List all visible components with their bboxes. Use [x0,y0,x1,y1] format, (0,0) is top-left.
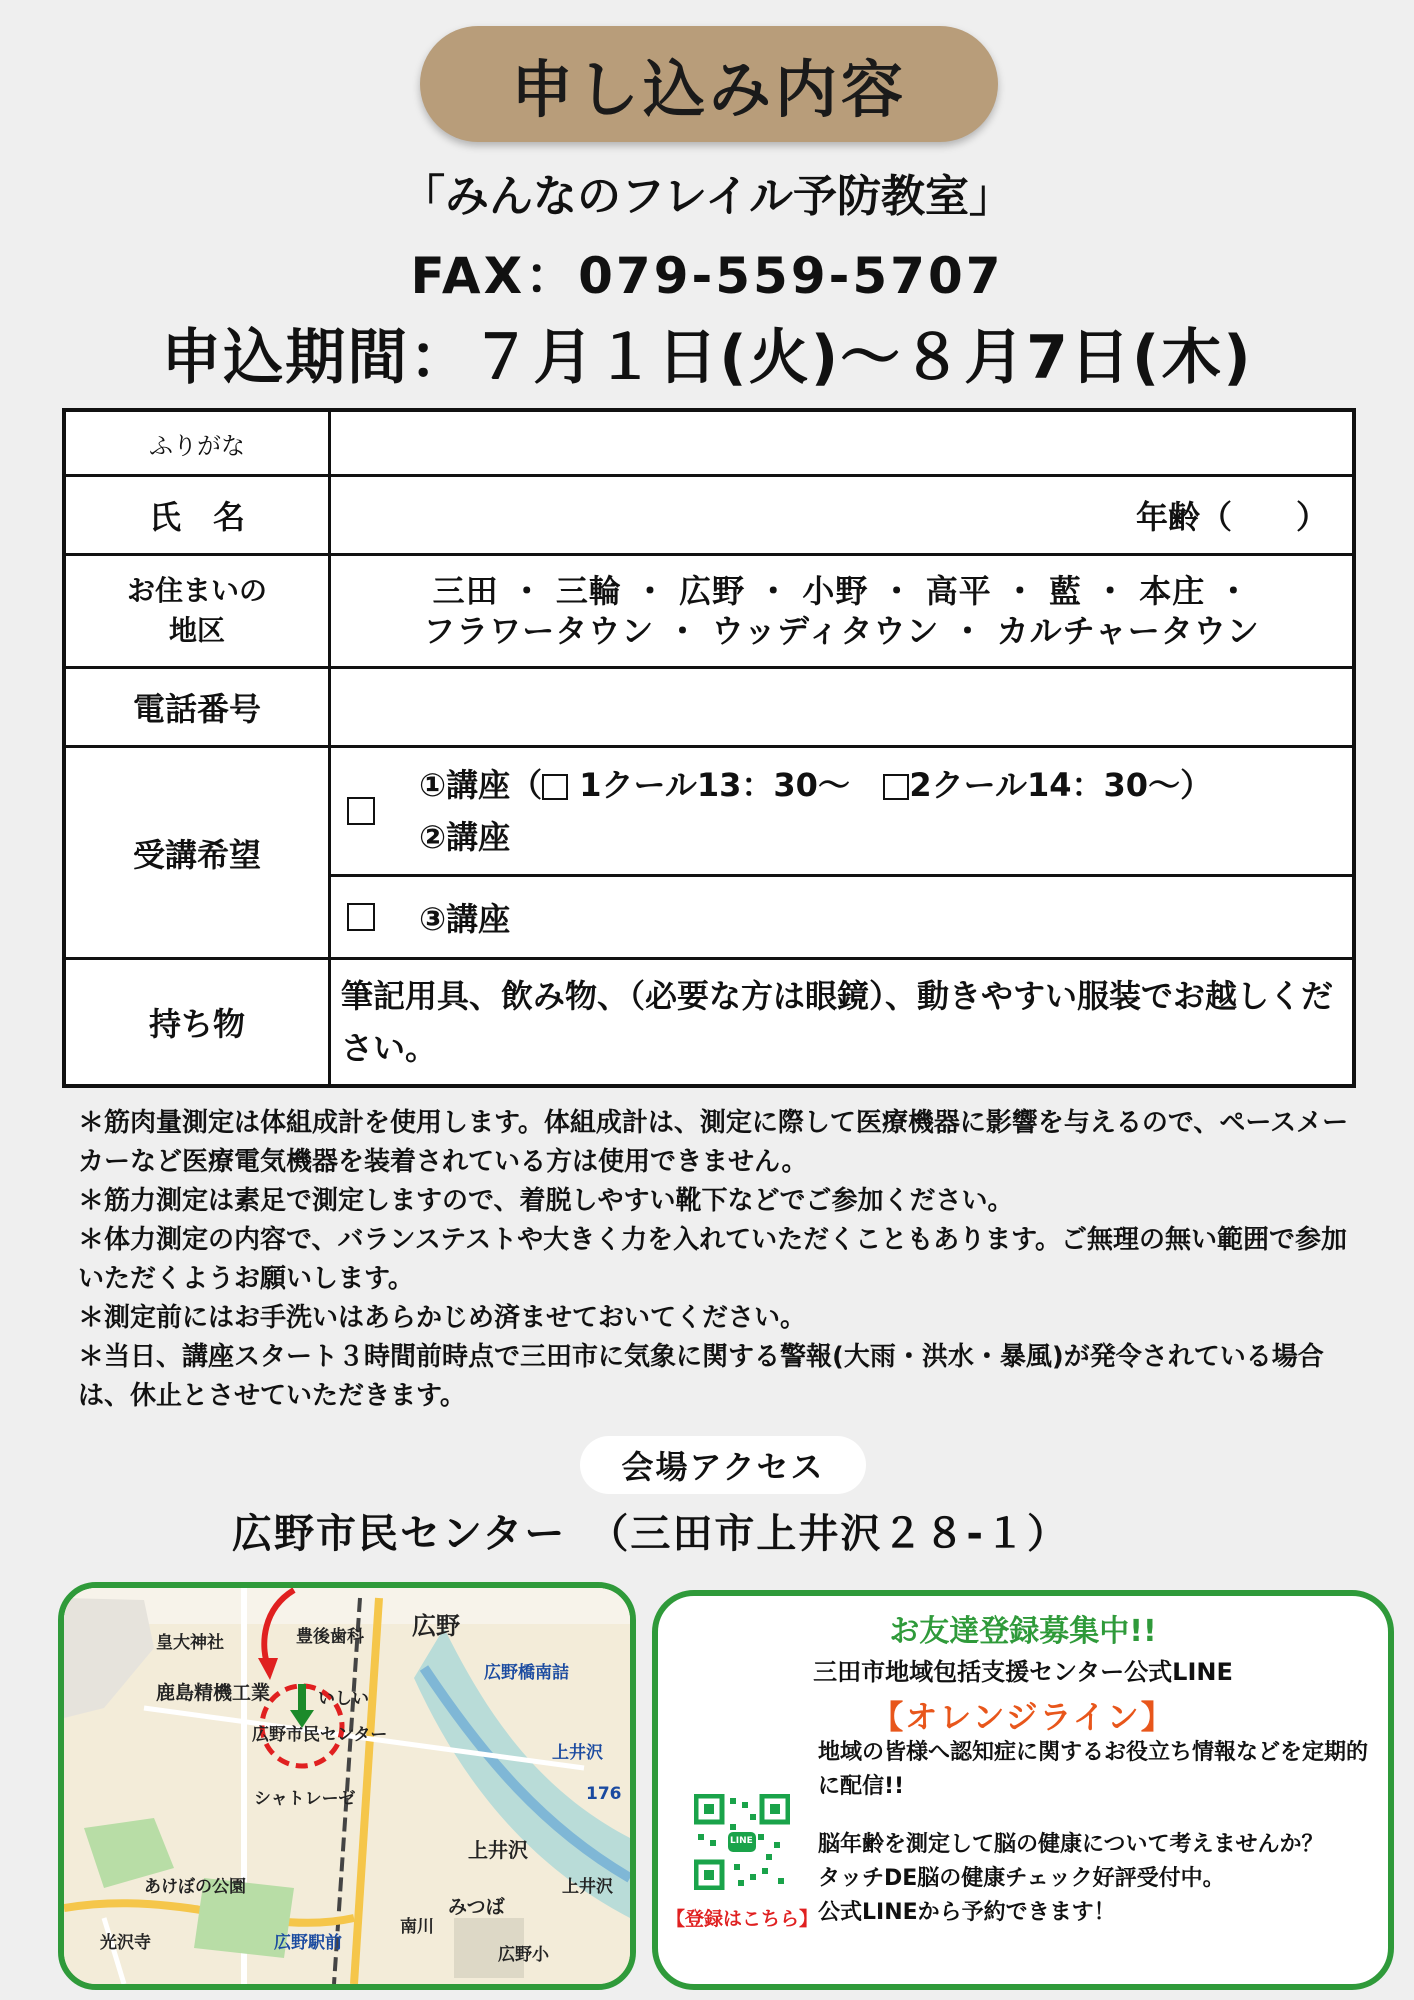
line-text-1: 地域の皆様へ認知症に関するお役立ち情報などを定期的に配信!! [818,1740,1369,1799]
fax-number: FAX：079-559-5707 [410,247,1004,305]
course-label: 受講希望 [64,747,330,959]
map-label: 豊後歯科 [296,1627,364,1647]
map-label: 広野橋南詰 [484,1663,569,1683]
items-label: 持ち物 [64,959,330,1087]
application-form [62,408,1356,1088]
map-label: みつば [448,1896,505,1918]
course-1-2-checkbox[interactable] [347,797,375,825]
page-title: 申し込み内容 [420,26,998,142]
map-label: 皇大神社 [156,1633,224,1653]
venue-map[interactable] [58,1582,636,1990]
venue-address: 広野市民センター （三田市上井沢２８-１） [232,1511,1070,1557]
cool1-checkbox[interactable] [542,774,568,800]
course2-label: ②講座 [419,818,511,856]
age-label: 年齢（ ） [1135,498,1328,536]
map-label: 広野市民センター [252,1725,388,1745]
map-label: シャトレーゼ [254,1789,356,1809]
course-3-checkbox[interactable] [347,903,375,931]
phone-field[interactable] [330,668,1355,747]
class-name: 「みんなのフレイル予防教室」 [400,171,1014,222]
map-label: 広野 [412,1612,460,1640]
access-heading: 会場アクセス [580,1436,866,1494]
line-text-block [818,1828,1378,1930]
line-text-2: 脳年齢を測定して脳の健康について考えませんか？ [818,1832,1324,1857]
district-options[interactable] [330,555,1355,668]
course-option-3 [330,876,1355,959]
line-title: お友達登録募集中!! [889,1614,1157,1649]
cool2-label: 2クール14：30～） [909,766,1213,804]
map-label: いしい [318,1689,369,1709]
note-item: ＊測定前にはお手洗いはあらかじめ済ませておいてください。 [78,1303,807,1333]
line-org: 三田市地域包括支援センター公式LINE [813,1658,1233,1686]
cool1-label: 1クール13：30～ [579,766,850,804]
course-option-1-2 [330,747,1355,876]
application-period: 申込期間：７月１日(火)～８月7日(木) [161,323,1253,393]
address-label-line1: お住まいの [126,574,267,607]
notes [78,1104,1368,1416]
items-value: 筆記用具、飲み物、（必要な方は眼鏡）、動きやすい服装でお越しください。 [330,959,1355,1087]
note-item: ＊筋肉量測定は体組成計を使用します。体組成計は、測定に際して医療機器に影響を与えるので、ペースメーカーなど医療電気機器を装着されている方は使用できません。 [78,1108,1349,1177]
furigana-field[interactable] [330,410,1355,476]
qr-badge: LINE [730,1836,753,1846]
note-item: ＊体力測定の内容で、バランステストや大きく力を入れていただくこともあります。ご無理の無い範囲で参加いただくようお願いします。 [78,1225,1348,1294]
phone-label: 電話番号 [64,668,330,747]
map-label: 上井沢 [468,1838,528,1862]
map-label: あけぼの公園 [144,1877,246,1897]
cool2-checkbox[interactable] [883,774,909,800]
course3-label: ③講座 [419,900,511,938]
address-label [64,555,330,668]
note-item: ＊当日、講座スタート３時間前時点で三田市に気象に関する警報(大雨・洪水・暴風)が発令されている場合は、休止とさせていただきます。 [78,1342,1324,1411]
furigana-label: ふりがな [64,410,330,476]
map-label: 光沢寺 [100,1933,151,1953]
name-label: 氏 名 [64,476,330,555]
line-text-4: 公式LINEから予約できます！ [818,1900,1116,1925]
qr-caption[interactable]: 【登録はこちら】 [666,1908,819,1930]
map-label: 南川 [400,1917,434,1937]
name-field[interactable] [330,476,1355,555]
address-label-line2: 地区 [168,614,225,647]
orange-line-label: 【オレンジライン】 [871,1698,1175,1736]
course1-label: ①講座（ [419,766,543,804]
map-label: 広野駅前 [274,1933,342,1953]
districts-line1: 三田 ・ 三輪 ・ 広野 ・ 小野 ・ 高平 ・ 藍 ・ 本庄 ・ [432,572,1251,610]
line-promo [652,1590,1394,1990]
map-label: 上井沢 [562,1877,613,1897]
map-label: 広野小 [498,1945,549,1965]
map-label: 上井沢 [552,1743,603,1763]
map-label: 鹿島精機工業 [156,1682,271,1704]
line-text-3: タッチDE脳の健康チェック好評受付中。 [818,1866,1225,1891]
note-item: ＊筋力測定は素足で測定しますので、着脱しやすい靴下などでご参加ください。 [78,1186,1014,1216]
districts-line2: フラワータウン ・ ウッディタウン ・ カルチャータウン [423,612,1260,650]
map-label: 176 [586,1784,622,1804]
